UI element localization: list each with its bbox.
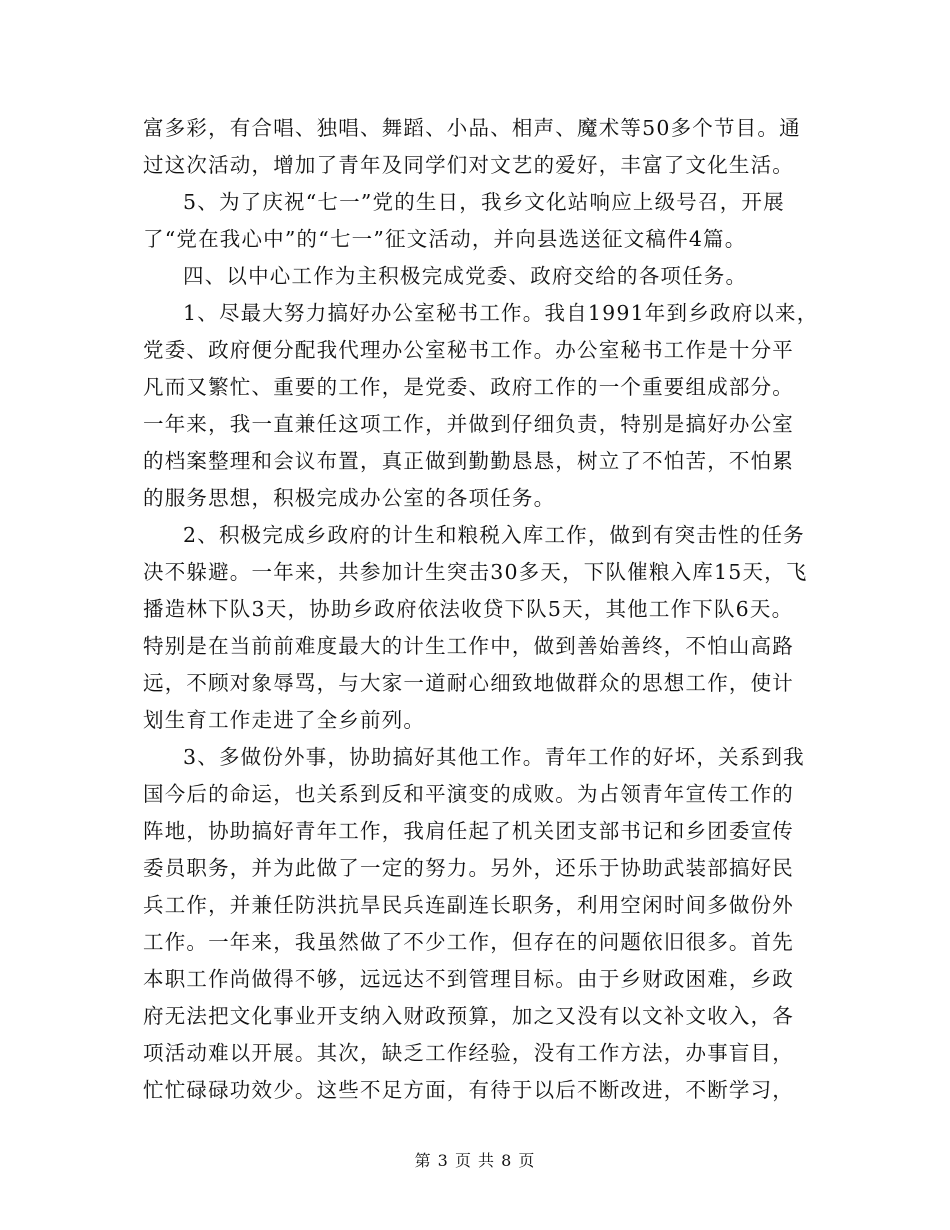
text-line: 了“党在我心中”的“七一”征文活动，并向县选送征文稿件4篇。 bbox=[143, 227, 747, 251]
text-line: 凡而又繁忙、重要的工作，是党委、政府工作的一个重要组成部分。 bbox=[143, 375, 794, 399]
text-line: 划生育工作走进了全乡前列。 bbox=[143, 708, 426, 732]
text-line: 的档案整理和会议布置，真正做到勤勤恳恳，树立了不怕苦，不怕累 bbox=[143, 449, 794, 473]
text-line: 工作。一年来，我虽然做了不少工作，但存在的问题依旧很多。首先 bbox=[143, 930, 794, 954]
text-line: 一年来，我一直兼任这项工作，并做到仔细负责，特别是搞好办公室 bbox=[143, 412, 794, 436]
text-line: 远，不顾对象辱骂，与大家一道耐心细致地做群众的思想工作，使计 bbox=[143, 671, 794, 695]
text-line: 本职工作尚做得不够，远远达不到管理目标。由于乡财政困难，乡政 bbox=[143, 967, 794, 991]
text-line: 忙忙碌碌功效少。这些不足方面，有待于以后不断改进，不断学习， bbox=[143, 1078, 794, 1102]
text-line: 富多彩，有合唱、独唱、舞蹈、小品、相声、魔术等50多个节目。通 bbox=[143, 116, 801, 140]
text-line: 项活动难以开展。其次，缺乏工作经验，没有工作方法，办事盲目， bbox=[143, 1041, 794, 1065]
text-line: 阵地，协助搞好青年工作，我肩任起了机关团支部书记和乡团委宣传 bbox=[143, 819, 794, 843]
text-line: 特别是在当前前难度最大的计生工作中，做到善始善终，不怕山高路 bbox=[143, 634, 794, 658]
text-line: 2、积极完成乡政府的计生和粮税入库工作，做到有突击性的任务 bbox=[183, 523, 805, 547]
text-line: 国今后的命运，也关系到反和平演变的成败。为占领青年宣传工作的 bbox=[143, 782, 794, 806]
section-heading: 四、以中心工作为主积极完成党委、政府交给的各项任务。 bbox=[183, 264, 748, 288]
text-line: 兵工作，并兼任防洪抗旱民兵连副连长职务，利用空闲时间多做份外 bbox=[143, 893, 794, 917]
text-line: 3、多做份外事，协助搞好其他工作。青年工作的好坏，关系到我 bbox=[183, 745, 805, 769]
text-line: 1、尽最大努力搞好办公室秘书工作。我自1991年到乡政府以来， bbox=[183, 301, 819, 325]
text-line: 过这次活动，增加了青年及同学们对文艺的爱好，丰富了文化生活。 bbox=[143, 153, 794, 177]
text-line: 决不躲避。一年来，共参加计生突击30多天，下队催粮入库15天，飞 bbox=[143, 560, 808, 584]
text-line: 5、为了庆祝“七一”党的生日，我乡文化站响应上级号召，开展 bbox=[183, 190, 785, 214]
text-line: 委员职务，并为此做了一定的努力。另外，还乐于协助武装部搞好民 bbox=[143, 856, 794, 880]
page-number-footer: 第 3 页 共 8 页 bbox=[414, 1151, 536, 1170]
text-line: 党委、政府便分配我代理办公室秘书工作。办公室秘书工作是十分平 bbox=[143, 338, 794, 362]
text-line: 播造林下队3天，协助乡政府依法收贷下队5天，其他工作下队6天。 bbox=[143, 597, 794, 621]
text-line: 的服务思想，积极完成办公室的各项任务。 bbox=[143, 486, 556, 510]
text-line: 府无法把文化事业开支纳入财政预算，加之又没有以文补文收入，各 bbox=[143, 1004, 794, 1028]
